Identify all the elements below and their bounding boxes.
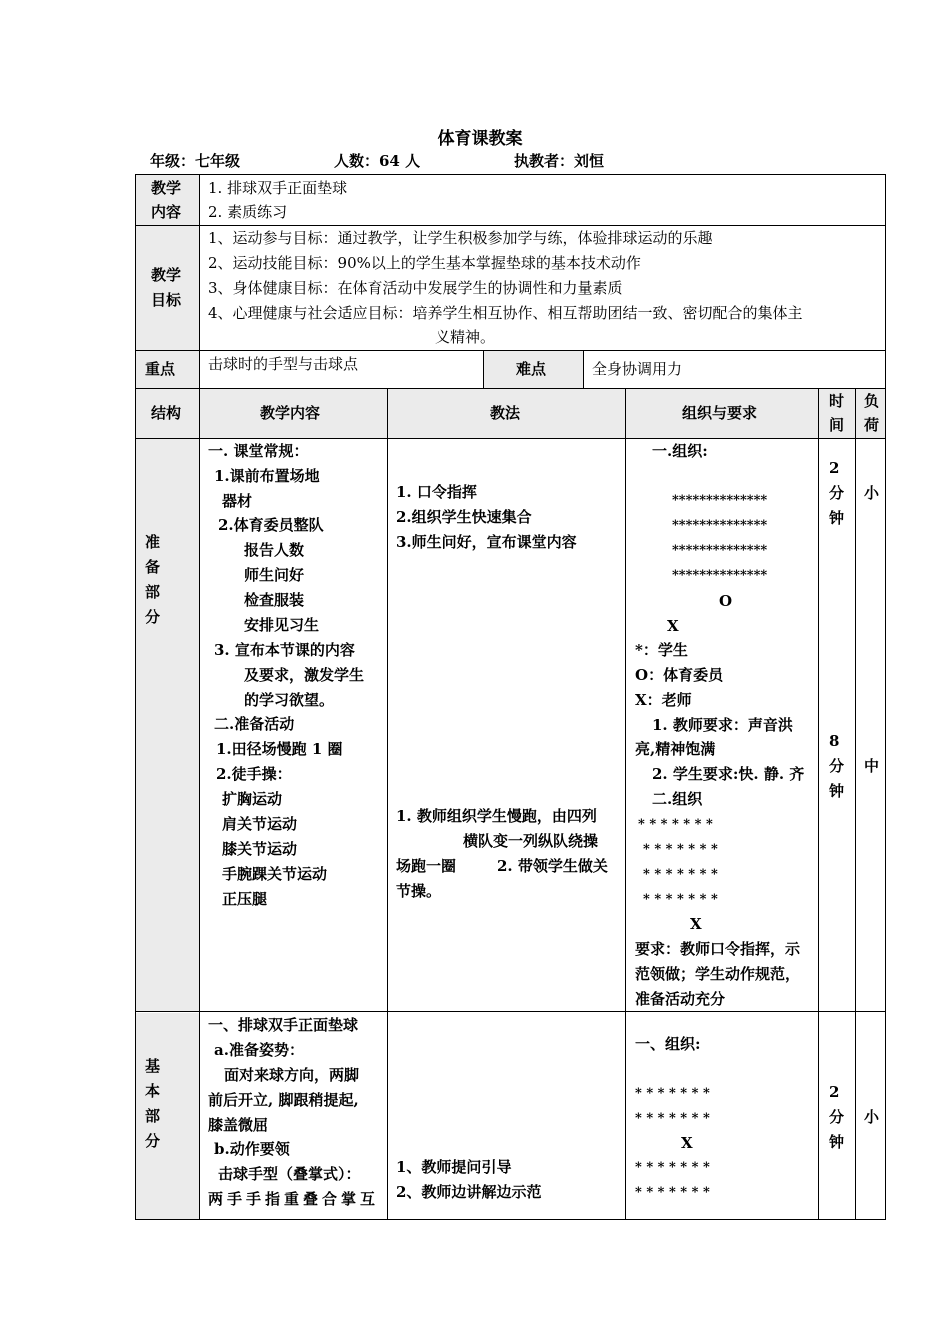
objective-label: 目标 [151,291,182,309]
objective-label: 教学 [151,266,182,284]
basic-label: 分 [145,1132,161,1150]
formation-row: * * * * * * * [643,892,718,907]
basic-method-line: 2、教师边讲解边示范 [396,1183,542,1201]
keypoint-text: 击球时的手型与击球点 [208,355,359,373]
column-content: 教学内容 [260,404,321,422]
basic-content-line: 一、排球双手正面垫球 [208,1016,359,1034]
prep-load: 中 [864,757,880,775]
prep-method-line: 2.组织学生快速集合 [396,508,532,526]
basic-label: 部 [145,1107,161,1125]
prep-content-line: 2.体育委员整队 [218,516,324,534]
formation-row: * * * * * * * [643,842,718,857]
formation-marker: X [681,1134,693,1152]
basic-content-line: 击球手型（叠掌式）： [218,1165,361,1183]
divider [135,350,886,351]
formation-row: * * * * * * * [635,1185,710,1200]
basic-time: 2 [829,1083,840,1101]
divider [625,388,626,1220]
difficulty-label: 难点 [516,360,547,378]
prep-org-line: 范领做；学生动作规范， [635,965,801,983]
basic-org-line: 一、组织: [635,1035,701,1053]
basic-label: 基 [145,1057,161,1075]
prep-content-line: 2.徒手操： [216,765,292,783]
formation-row: ************** [672,493,768,508]
prep-content-line: 扩胸运动 [222,790,283,808]
basic-content-line: 膝盖微屈 [208,1116,269,1134]
prep-content-line: 膝关节运动 [222,840,298,858]
content-item: 2. 素质练习 [208,203,288,221]
objective-item: 义精神。 [435,328,496,346]
formation-row: * * * * * * * [638,817,713,832]
prep-content-line: 师生问好 [244,566,305,584]
objective-item: 2、运动技能目标：90%以上的学生基本掌握垫球的基本技术动作 [208,254,641,272]
prep-method-line: 3.师生问好，宣布课堂内容 [396,533,577,551]
prep-method-line: 节操。 [396,882,442,900]
prep-method-line: 2. 带领学生做关 [497,857,608,875]
prep-org-line: 2. 学生要求:快. 静. 齐 [652,765,805,783]
formation-row: * * * * * * * [635,1160,710,1175]
formation-row: ************** [672,543,768,558]
prep-method-line: 场跑一圈 [396,857,457,875]
prep-content-line: 手腕踝关节运动 [222,865,328,883]
page-title: 体育课教案 [437,129,523,149]
prep-method-line: 1. 口令指挥 [396,483,477,501]
divider [135,388,886,389]
prep-method-line: 1. 教师组织学生慢跑，由四列 [396,807,597,825]
prep-load: 小 [864,484,880,502]
column-method: 教法 [490,404,521,422]
basic-time: 钟 [829,1133,845,1151]
prep-content-line: 器材 [222,492,253,510]
prep-content-line: 1.课前布置场地 [214,467,320,485]
formation-row: * * * * * * * [643,867,718,882]
prep-label: 分 [145,608,161,626]
prep-content-line: 的学习欲望。 [244,691,335,709]
prep-org-line: 一.组织: [652,442,708,460]
objective-item: 4、心理健康与社会适应目标：培养学生相互协作、相互帮助团结一致、密切配合的集体主 [208,304,803,322]
prep-method-line: 横队变一列纵队绕操 [463,832,599,850]
student-count: 人数：64 人 [334,152,421,170]
formation-row: ************** [672,568,768,583]
prep-content-line: 检查服装 [244,591,305,609]
prep-time: 2 [829,459,840,477]
prep-org-line: 二.组织 [652,790,703,808]
basic-load: 小 [864,1108,880,1126]
prep-time: 分 [829,757,845,775]
prep-content-line: 肩关节运动 [222,815,298,833]
prep-content-line: 安排见习生 [244,616,320,634]
basic-method-line: 1、教师提问引导 [396,1158,512,1176]
basic-label: 本 [145,1082,161,1100]
column-structure: 结构 [151,404,182,422]
prep-label: 部 [145,583,161,601]
prep-time: 钟 [829,782,845,800]
divider [583,350,584,388]
objective-item: 1、运动参与目标：通过教学，让学生积极参加学与练，体验排球运动的乐趣 [208,229,713,247]
prep-org-line: *：学生 [635,641,688,659]
prep-content-line: 报告人数 [244,541,305,559]
basic-content-line: 两手手指重叠合掌互 [208,1190,380,1208]
content-label: 内容 [151,203,182,221]
prep-org-line: X：老师 [635,691,692,709]
divider [135,1011,886,1012]
formation-row: ************** [672,518,768,533]
formation-marker: X [690,915,702,933]
formation-row: * * * * * * * [635,1111,710,1126]
formation-marker: X [667,617,679,635]
teacher-info: 执教者：刘恒 [514,152,605,170]
basic-content-line: 面对来球方向，两脚 [224,1066,360,1084]
difficulty-text: 全身协调用力 [592,360,683,378]
prep-org-line: 要求：教师口令指挥，示 [635,940,801,958]
prep-content-line: 二.准备活动 [214,715,295,733]
prep-org-line: O：体育委员 [635,666,724,684]
formation-row: * * * * * * * [635,1086,710,1101]
column-time: 间 [829,416,845,434]
content-label: 教学 [151,179,182,197]
column-load: 荷 [864,416,880,434]
column-load: 负 [864,392,880,410]
basic-content-line: 前后开立, 脚跟稍提起, [208,1091,359,1109]
basic-content-line: a.准备姿势： [214,1041,304,1059]
keypoint-label: 重点 [145,360,176,378]
objective-item: 3、身体健康目标：在体育活动中发展学生的协调性和力量素质 [208,279,623,297]
divider [818,388,819,1220]
prep-time: 分 [829,484,845,502]
divider [199,174,200,1220]
grade-info: 年级：七年级 [150,152,241,170]
divider [483,350,484,388]
prep-content-line: 1.田径场慢跑 1 圈 [216,740,343,758]
prep-time: 钟 [829,509,845,527]
basic-time: 分 [829,1108,845,1126]
content-item: 1. 排球双手正面垫球 [208,179,348,197]
column-time: 时 [829,392,845,410]
prep-content-line: 3. 宣布本节课的内容 [214,641,355,659]
prep-time: 8 [829,732,840,750]
basic-content-line: b.动作要领 [214,1140,290,1158]
prep-org-line: 1. 教师要求：声音洪 [652,716,793,734]
divider [387,388,388,1220]
divider [855,388,856,1220]
prep-label: 备 [145,558,161,576]
prep-content-line: 正压腿 [222,890,268,908]
prep-content-line: 及要求，激发学生 [244,666,365,684]
column-organization: 组织与要求 [682,404,758,422]
prep-content-line: 一. 课堂常规： [208,442,309,460]
prep-org-line: 准备活动充分 [635,990,726,1008]
prep-org-line: 亮,精神饱满 [635,740,716,758]
formation-marker: O [719,592,733,610]
prep-label: 准 [145,533,161,551]
